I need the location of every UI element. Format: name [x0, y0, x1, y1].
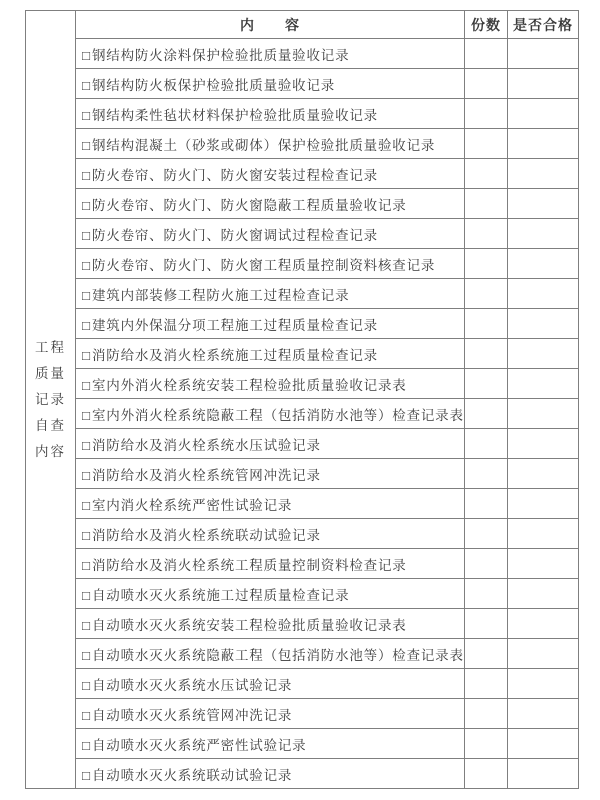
checkbox-unchecked-icon[interactable]: □	[82, 677, 91, 693]
table-row	[26, 459, 579, 489]
content-cell	[76, 729, 465, 759]
checkbox-unchecked-icon[interactable]: □	[82, 227, 91, 243]
copies-cell[interactable]	[465, 129, 508, 159]
content-cell	[76, 219, 465, 249]
table-row	[26, 639, 579, 669]
table-row	[26, 519, 579, 549]
checkbox-unchecked-icon[interactable]: □	[82, 347, 91, 363]
checkbox-unchecked-icon[interactable]: □	[82, 137, 91, 153]
content-column-header: 内 容	[76, 11, 465, 39]
checkbox-unchecked-icon[interactable]: □	[82, 707, 91, 723]
qualified-cell[interactable]	[508, 249, 579, 279]
checkbox-unchecked-icon[interactable]: □	[82, 527, 91, 543]
copies-cell[interactable]	[465, 69, 508, 99]
copies-cell[interactable]	[465, 369, 508, 399]
row-label: 建筑内外保温分项工程施工过程质量检查记录	[91, 317, 378, 333]
copies-cell[interactable]	[465, 399, 508, 429]
table-row	[26, 129, 579, 159]
qualified-cell[interactable]	[508, 429, 579, 459]
table-row	[26, 759, 579, 789]
row-label: 消防给水及消火栓系统管网冲洗记录	[91, 467, 321, 483]
copies-column-header: 份数	[465, 11, 508, 39]
checkbox-unchecked-icon[interactable]: □	[82, 107, 91, 123]
content-cell	[76, 399, 465, 429]
row-label: 自动喷水灭火系统施工过程质量检查记录	[91, 587, 350, 603]
row-label: 钢结构柔性毡状材料保护检验批质量验收记录	[91, 107, 378, 123]
content-cell	[76, 579, 465, 609]
content-cell	[76, 639, 465, 669]
checkbox-unchecked-icon[interactable]: □	[82, 767, 91, 783]
copies-cell[interactable]	[465, 219, 508, 249]
table-row	[26, 39, 579, 69]
copies-cell[interactable]	[465, 429, 508, 459]
copies-cell[interactable]	[465, 159, 508, 189]
row-label: 防火卷帘、防火门、防火窗工程质量控制资料核查记录	[91, 257, 436, 273]
checkbox-unchecked-icon[interactable]: □	[82, 287, 91, 303]
checkbox-unchecked-icon[interactable]: □	[82, 647, 91, 663]
checkbox-unchecked-icon[interactable]: □	[82, 737, 91, 753]
row-label: 建筑内部装修工程防火施工过程检查记录	[91, 287, 350, 303]
content-cell	[76, 759, 465, 789]
row-label: 消防给水及消火栓系统联动试验记录	[91, 527, 321, 543]
content-cell	[76, 279, 465, 309]
qualified-cell[interactable]	[508, 159, 579, 189]
table-row	[26, 369, 579, 399]
qualified-cell[interactable]	[508, 309, 579, 339]
row-label: 自动喷水灭火系统联动试验记录	[91, 767, 293, 783]
table-row	[26, 309, 579, 339]
table-row	[26, 159, 579, 189]
side-header-cell	[26, 11, 76, 789]
table-row	[26, 609, 579, 639]
checkbox-unchecked-icon[interactable]: □	[82, 377, 91, 393]
qualified-cell[interactable]	[508, 489, 579, 519]
checkbox-unchecked-icon[interactable]: □	[82, 587, 91, 603]
table-row	[26, 69, 579, 99]
qualified-column-header: 是否合格	[508, 11, 579, 39]
checkbox-unchecked-icon[interactable]: □	[82, 77, 91, 93]
qualified-cell[interactable]	[508, 189, 579, 219]
checkbox-unchecked-icon[interactable]: □	[82, 197, 91, 213]
table-row	[26, 699, 579, 729]
row-label: 防火卷帘、防火门、防火窗隐蔽工程质量验收记录	[91, 197, 407, 213]
row-label: 防火卷帘、防火门、防火窗调试过程检查记录	[91, 227, 378, 243]
content-cell	[76, 699, 465, 729]
qualified-cell[interactable]	[508, 669, 579, 699]
content-cell	[76, 99, 465, 129]
qualified-cell[interactable]	[508, 699, 579, 729]
content-cell	[76, 429, 465, 459]
copies-cell[interactable]	[465, 519, 508, 549]
row-label: 消防给水及消火栓系统水压试验记录	[91, 437, 321, 453]
qualified-cell[interactable]	[508, 639, 579, 669]
side-header-line: 工程	[35, 339, 66, 355]
table-row	[26, 729, 579, 759]
qualified-cell[interactable]	[508, 759, 579, 789]
row-label: 自动喷水灭火系统水压试验记录	[91, 677, 293, 693]
table-row	[26, 219, 579, 249]
table-row	[26, 579, 579, 609]
checkbox-unchecked-icon[interactable]: □	[82, 257, 91, 273]
table-row	[26, 189, 579, 219]
table-row	[26, 279, 579, 309]
table-row	[26, 249, 579, 279]
qualified-cell[interactable]	[508, 369, 579, 399]
qualified-cell[interactable]	[508, 129, 579, 159]
checkbox-unchecked-icon[interactable]: □	[82, 467, 91, 483]
copies-cell[interactable]	[465, 189, 508, 219]
content-cell	[76, 309, 465, 339]
copies-cell[interactable]	[465, 669, 508, 699]
side-header-line: 记录	[35, 391, 66, 407]
content-cell	[76, 519, 465, 549]
qualified-cell[interactable]	[508, 459, 579, 489]
row-label: 室内外消火栓系统安装工程检验批质量验收记录表	[91, 377, 407, 393]
copies-cell[interactable]	[465, 609, 508, 639]
content-cell	[76, 489, 465, 519]
table-row	[26, 339, 579, 369]
side-header-line: 内容	[35, 443, 66, 459]
row-label: 钢结构混凝土（砂浆或砌体）保护检验批质量验收记录	[91, 137, 436, 153]
copies-cell[interactable]	[465, 759, 508, 789]
table-row	[26, 399, 579, 429]
copies-cell[interactable]	[465, 339, 508, 369]
content-cell	[76, 189, 465, 219]
table-row	[26, 489, 579, 519]
copies-cell[interactable]	[465, 249, 508, 279]
row-label: 防火卷帘、防火门、防火窗安装过程检查记录	[91, 167, 378, 183]
qualified-cell[interactable]	[508, 69, 579, 99]
qualified-cell[interactable]	[508, 99, 579, 129]
side-header-line: 自查	[35, 417, 66, 433]
row-label: 钢结构防火板保护检验批质量验收记录	[91, 77, 336, 93]
header-row	[26, 11, 579, 39]
checklist-table	[25, 10, 579, 789]
copies-cell[interactable]	[465, 639, 508, 669]
row-label: 自动喷水灭火系统严密性试验记录	[91, 737, 307, 753]
side-header-line: 质量	[35, 365, 66, 381]
copies-cell[interactable]	[465, 99, 508, 129]
table-row	[26, 669, 579, 699]
qualified-cell[interactable]	[508, 729, 579, 759]
content-cell	[76, 249, 465, 279]
content-cell	[76, 69, 465, 99]
checkbox-unchecked-icon[interactable]: □	[82, 557, 91, 573]
qualified-cell[interactable]	[508, 579, 579, 609]
row-label: 室内外消火栓系统隐蔽工程（包括消防水池等）检查记录表	[91, 407, 464, 423]
content-cell	[76, 549, 465, 579]
copies-cell[interactable]	[465, 699, 508, 729]
copies-cell[interactable]	[465, 279, 508, 309]
qualified-cell[interactable]	[508, 39, 579, 69]
qualified-cell[interactable]	[508, 399, 579, 429]
qualified-cell[interactable]	[508, 339, 579, 369]
qualified-cell[interactable]	[508, 519, 579, 549]
row-label: 钢结构防火涂料保护检验批质量验收记录	[91, 47, 350, 63]
qualified-cell[interactable]	[508, 219, 579, 249]
copies-cell[interactable]	[465, 39, 508, 69]
content-cell	[76, 669, 465, 699]
checkbox-unchecked-icon[interactable]: □	[82, 167, 91, 183]
qualified-cell[interactable]	[508, 549, 579, 579]
side-header-text	[26, 335, 75, 465]
content-cell	[76, 459, 465, 489]
table-row	[26, 549, 579, 579]
copies-cell[interactable]	[465, 459, 508, 489]
checkbox-unchecked-icon[interactable]: □	[82, 47, 91, 63]
content-cell	[76, 339, 465, 369]
copies-cell[interactable]	[465, 549, 508, 579]
copies-cell[interactable]	[465, 489, 508, 519]
checkbox-unchecked-icon[interactable]: □	[82, 437, 91, 453]
content-cell	[76, 369, 465, 399]
checkbox-unchecked-icon[interactable]: □	[82, 617, 91, 633]
row-label: 消防给水及消火栓系统施工过程质量检查记录	[91, 347, 378, 363]
content-cell	[76, 129, 465, 159]
checkbox-unchecked-icon[interactable]: □	[82, 317, 91, 333]
row-label: 室内消火栓系统严密性试验记录	[91, 497, 293, 513]
copies-cell[interactable]	[465, 729, 508, 759]
content-cell	[76, 39, 465, 69]
checklist-body	[26, 11, 579, 789]
table-row	[26, 429, 579, 459]
row-label: 消防给水及消火栓系统工程质量控制资料检查记录	[91, 557, 407, 573]
table-row	[26, 99, 579, 129]
content-cell	[76, 159, 465, 189]
content-cell	[76, 609, 465, 639]
checkbox-unchecked-icon[interactable]: □	[82, 497, 91, 513]
qualified-cell[interactable]	[508, 279, 579, 309]
checkbox-unchecked-icon[interactable]: □	[82, 407, 91, 423]
row-label: 自动喷水灭火系统管网冲洗记录	[91, 707, 293, 723]
row-label: 自动喷水灭火系统隐蔽工程（包括消防水池等）检查记录表	[91, 647, 464, 663]
row-label: 自动喷水灭火系统安装工程检验批质量验收记录表	[91, 617, 407, 633]
copies-cell[interactable]	[465, 309, 508, 339]
copies-cell[interactable]	[465, 579, 508, 609]
qualified-cell[interactable]	[508, 609, 579, 639]
